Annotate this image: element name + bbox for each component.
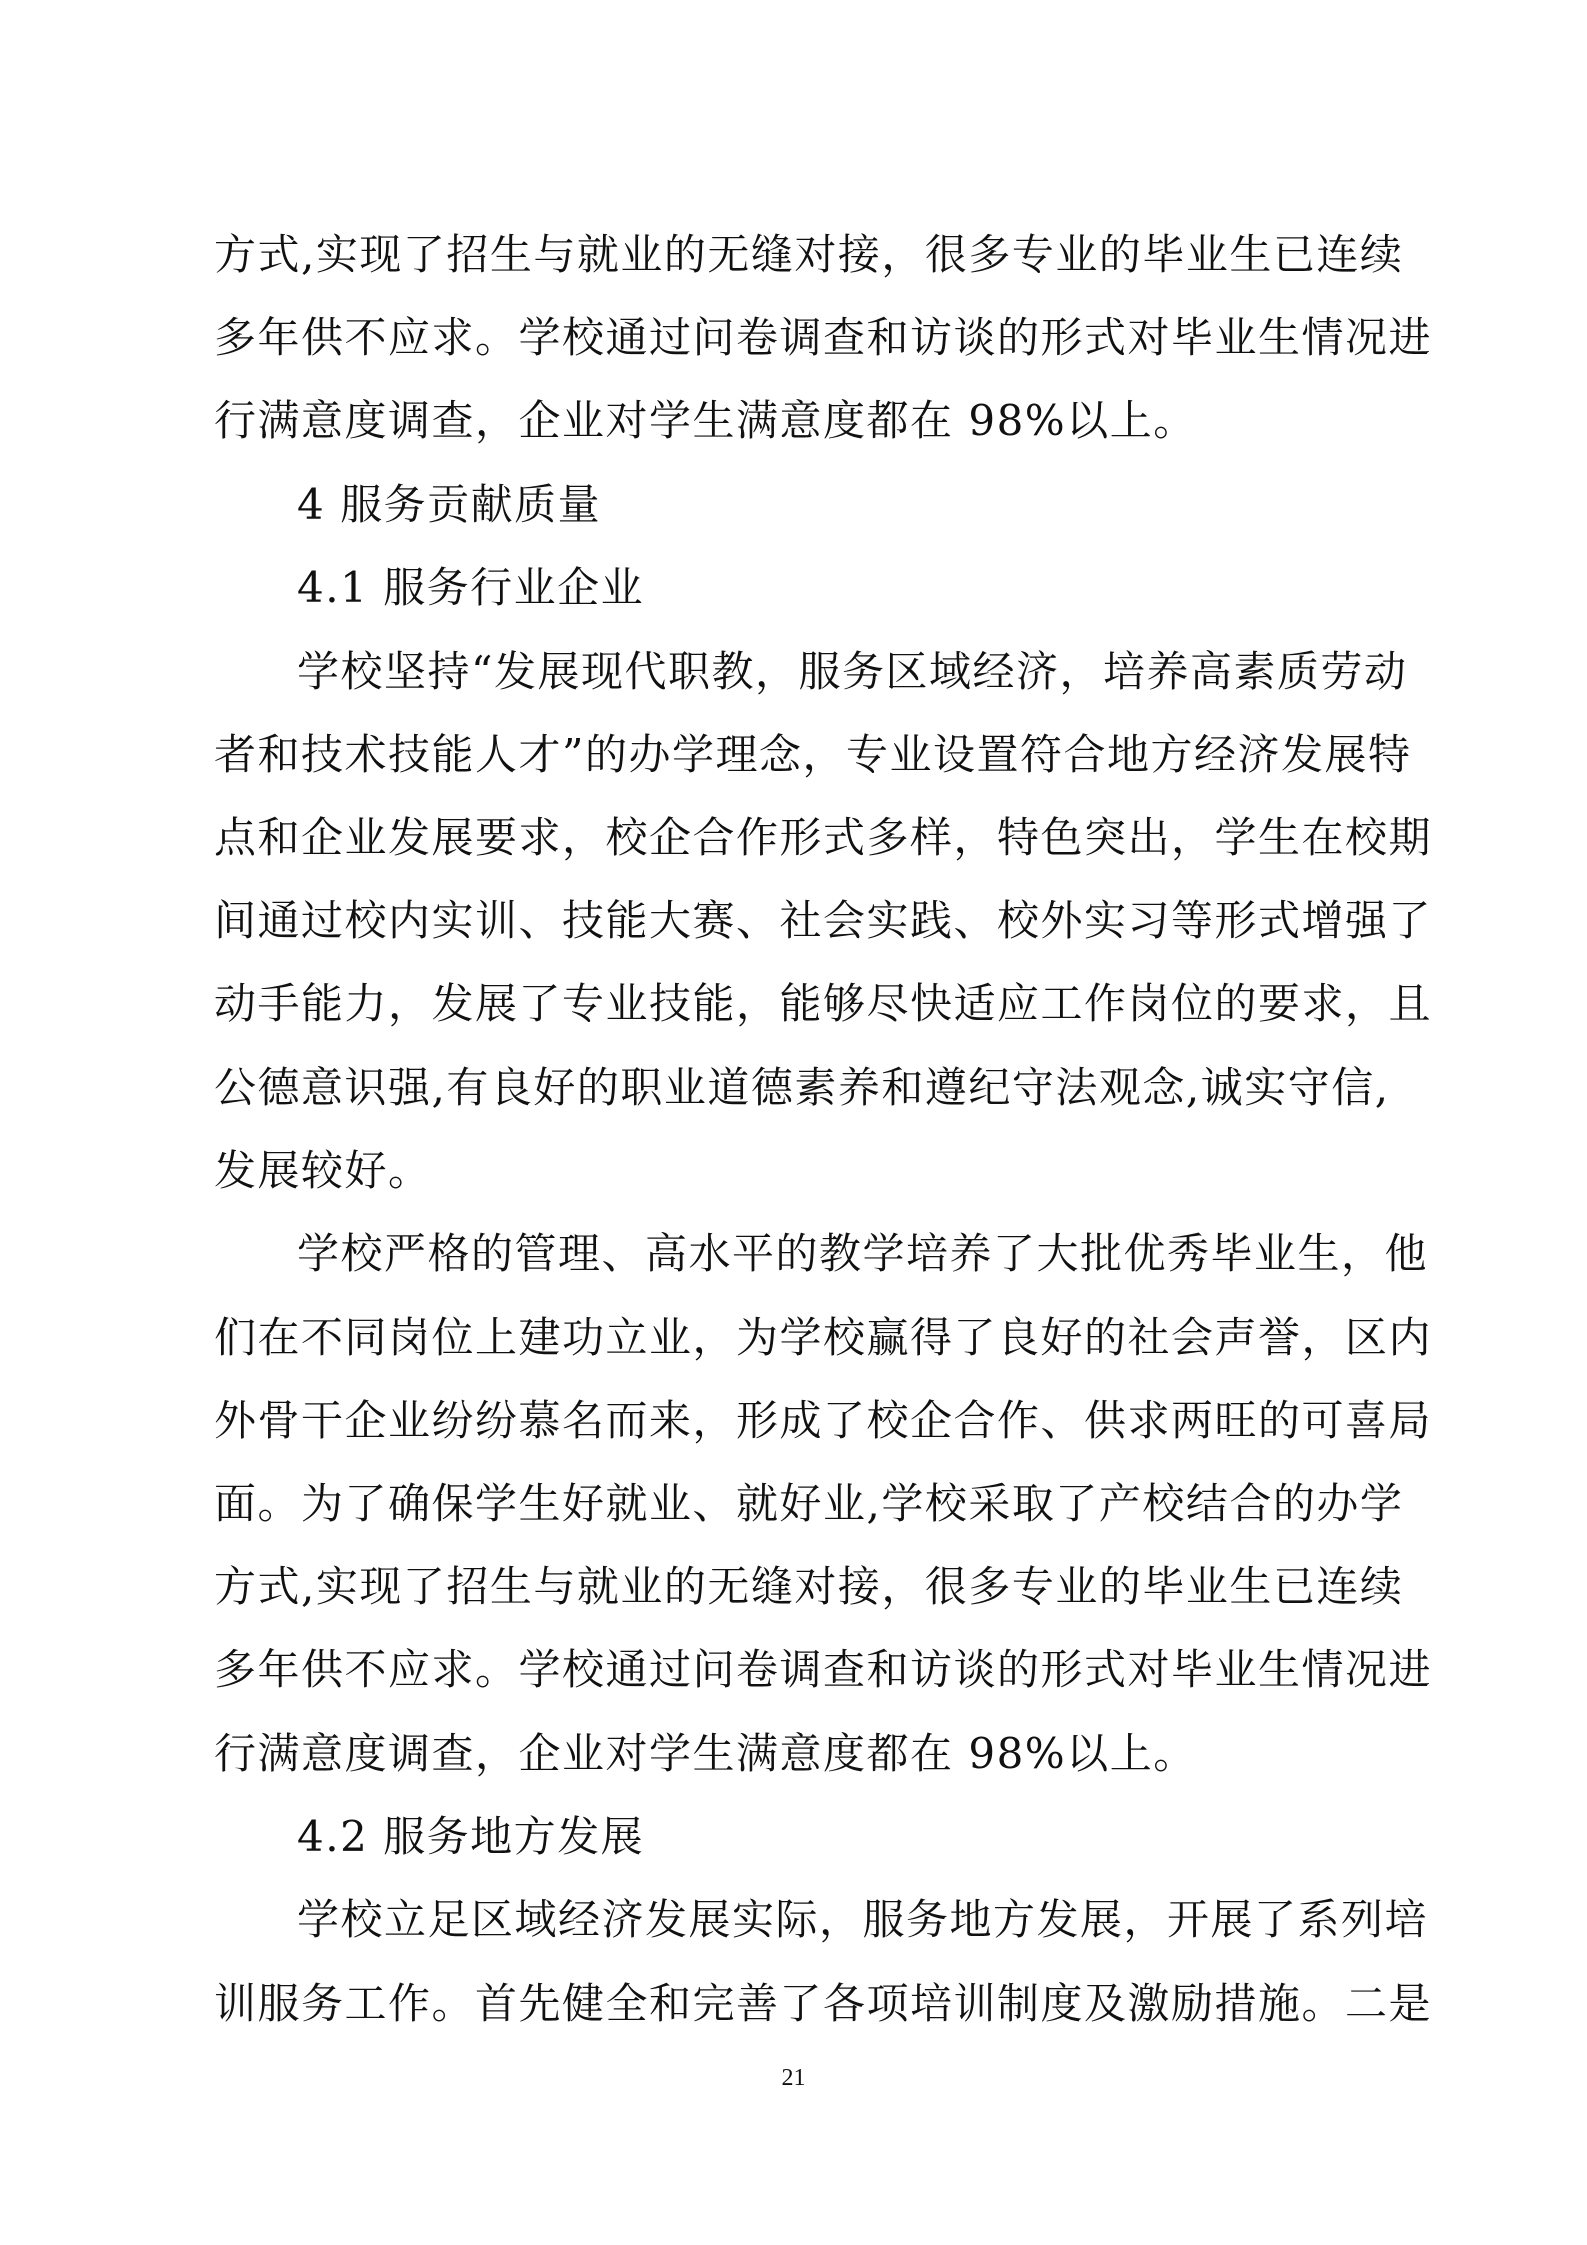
paragraph-line: 发展较好。 <box>214 1146 432 1195</box>
paragraph-line: 外骨干企业纷纷慕名而来，形成了校企合作、供求两旺的可喜局 <box>214 1396 1433 1445</box>
subsection-heading: 4.1 服务行业企业 <box>297 563 645 612</box>
paragraph-line: 方式,实现了招生与就业的无缝对接，很多专业的毕业生已连续 <box>214 1562 1404 1611</box>
paragraph-line: 间通过校内实训、技能大赛、社会实践、校外实习等形式增强了 <box>214 896 1433 945</box>
paragraph-line: 面。为了确保学生好就业、就好业,学校采取了产校结合的办学 <box>214 1479 1404 1528</box>
paragraph-line: 公德意识强,有良好的职业道德素养和遵纪守法观念,诚实守信, <box>214 1063 1390 1112</box>
paragraph-line: 行满意度调查，企业对学生满意度都在 98%以上。 <box>214 1729 1197 1778</box>
paragraph-line: 多年供不应求。学校通过问卷调查和访谈的形式对毕业生情况进 <box>214 1645 1433 1694</box>
paragraph-line: 学校严格的管理、高水平的教学培养了大批优秀毕业生，他 <box>297 1229 1429 1278</box>
paragraph-line: 点和企业发展要求，校企合作形式多样，特色突出，学生在校期 <box>214 813 1433 862</box>
paragraph-line: 多年供不应求。学校通过问卷调查和访谈的形式对毕业生情况进 <box>214 313 1433 362</box>
page-number: 21 <box>781 2065 806 2091</box>
paragraph-line: 学校坚持“发展现代职教，服务区域经济，培养高素质劳动 <box>297 647 1408 696</box>
paragraph-line: 动手能力，发展了专业技能，能够尽快适应工作岗位的要求，且 <box>214 979 1433 1028</box>
paragraph-line: 训服务工作。首先健全和完善了各项培训制度及激励措施。二是 <box>214 1979 1433 2028</box>
subsection-heading: 4.2 服务地方发展 <box>297 1812 645 1861</box>
section-heading: 4 服务贡献质量 <box>297 480 602 529</box>
paragraph-line: 学校立足区域经济发展实际，服务地方发展，开展了系列培 <box>297 1895 1429 1944</box>
paragraph-line: 者和技术技能人才”的办学理念，专业设置符合地方经济发展特 <box>214 730 1412 779</box>
paragraph-line: 方式,实现了招生与就业的无缝对接，很多专业的毕业生已连续 <box>214 230 1404 279</box>
paragraph-line: 行满意度调查，企业对学生满意度都在 98%以上。 <box>214 396 1197 445</box>
paragraph-line: 们在不同岗位上建功立业，为学校赢得了良好的社会声誉，区内 <box>214 1313 1433 1362</box>
